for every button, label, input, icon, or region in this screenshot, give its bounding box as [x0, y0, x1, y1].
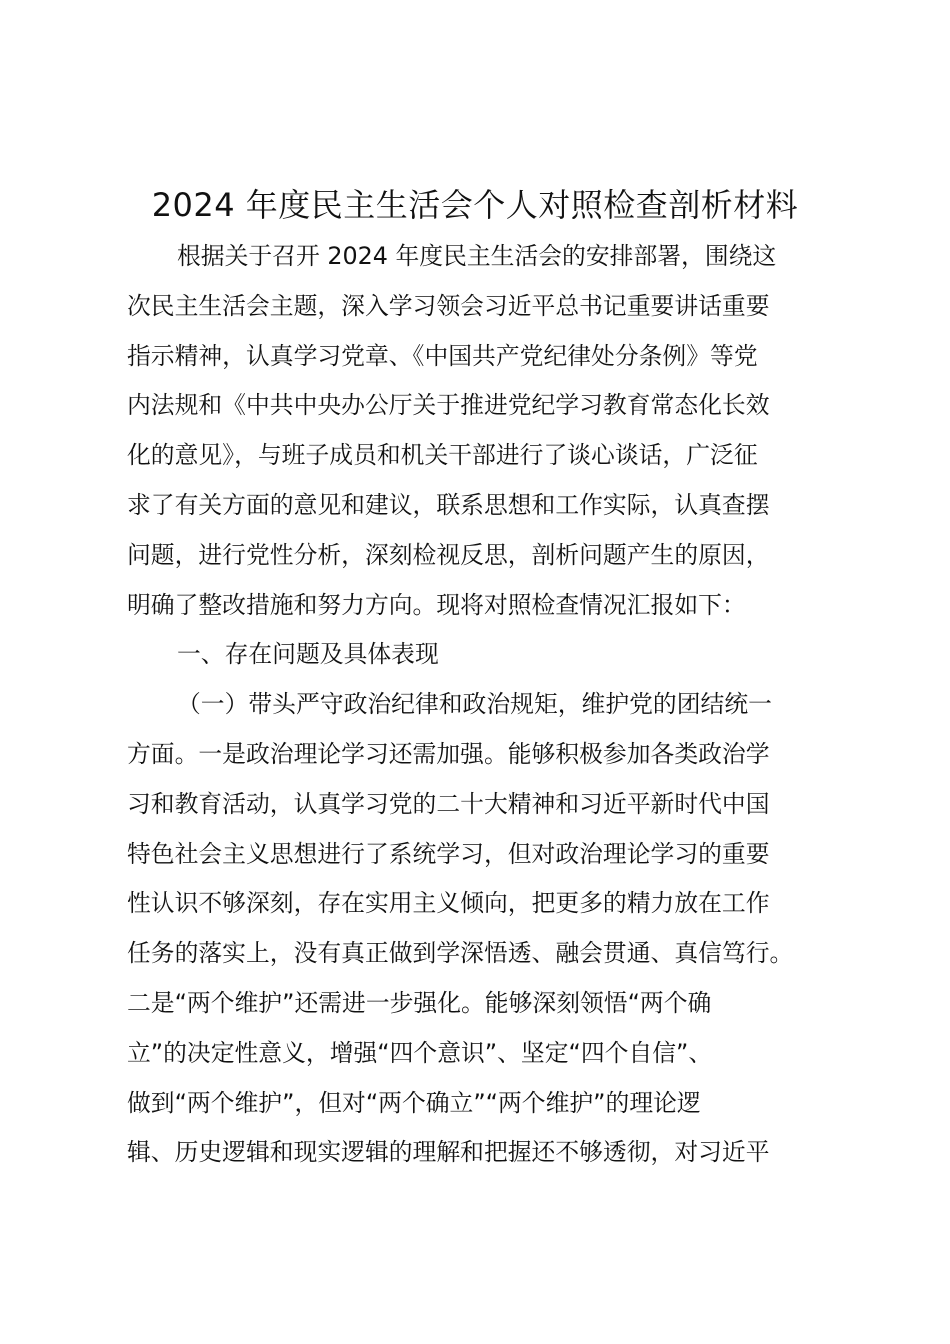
paragraph-line: 根据关于召开 2024 年度民主生活会的安排部署，围绕这 [177, 242, 777, 270]
paragraph-line: 明确了整改措施和努力方向。现将对照检查情况汇报如下： [127, 590, 746, 619]
document-title: 2024 年度民主生活会个人对照检查剖析材料 [151, 186, 799, 224]
paragraph-line: 求了有关方面的意见和建议，联系思想和工作实际，认真查摆 [127, 490, 770, 519]
paragraph-line: 二是“两个维护”还需进一步强化。能够深刻领悟“两个确 [127, 988, 712, 1017]
paragraph-line: 问题，进行党性分析，深刻检视反思，剖析问题产生的原因， [127, 540, 770, 569]
paragraph-line: 做到“两个维护”，但对“两个确立”“两个维护”的理论逻 [127, 1088, 701, 1117]
paragraph-line: 内法规和《中共中央办公厅关于推进党纪学习教育常态化长效 [127, 391, 770, 420]
paragraph-line: 任务的落实上，没有真正做到学深悟透、融会贯通、真信笃行。 [127, 939, 794, 968]
document-body [127, 232, 847, 1178]
paragraph-line: 指示精神，认真学习党章、《中国共产党纪律处分条例》等党 [127, 341, 758, 370]
paragraph-line: 特色社会主义思想进行了系统学习，但对政治理论学习的重要 [127, 839, 770, 868]
paragraph-line: 次民主生活会主题，深入学习领会习近平总书记重要讲话重要 [127, 291, 770, 320]
paragraph-line: 性认识不够深刻，存在实用主义倾向，把更多的精力放在工作 [127, 889, 770, 918]
paragraph-line: （一）带头严守政治纪律和政治规矩，维护党的团结统一 [177, 690, 772, 719]
paragraph-line: 方面。一是政治理论学习还需加强。能够积极参加各类政治学 [127, 739, 770, 768]
paragraph-line: 习和教育活动，认真学习党的二十大精神和习近平新时代中国 [127, 789, 770, 818]
paragraph-line: 立”的决定性意义，增强“四个意识”、坚定“四个自信”、 [127, 1038, 713, 1067]
section-heading: 一、存在问题及具体表现 [177, 640, 439, 669]
paragraph-line: 辑、历史逻辑和现实逻辑的理解和把握还不够透彻，对习近平 [127, 1138, 770, 1167]
paragraph-line: 化的意见》，与班子成员和机关干部进行了谈心谈话，广泛征 [127, 441, 758, 470]
